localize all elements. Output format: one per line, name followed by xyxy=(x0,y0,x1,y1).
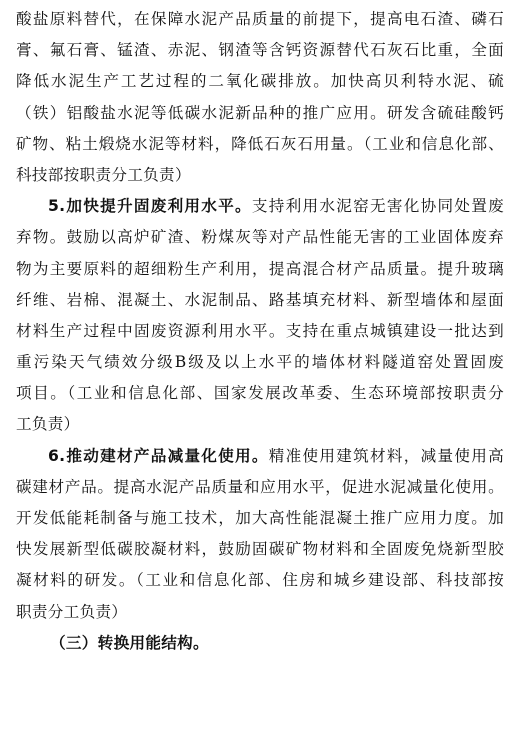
paragraph-cement-raw-materials xyxy=(16,4,504,191)
text-run: 精准使用建筑材料，减量使用高 xyxy=(268,446,504,465)
text-line: 膏、氟石膏、锰渣、赤泥、钢渣等含钙资源替代石灰石比重，全面 xyxy=(16,41,504,60)
item-heading: 6.推动建材产品减量化使用。 xyxy=(48,446,269,465)
paragraph-first-line xyxy=(16,191,504,222)
text-line: 材料生产过程中固废资源利用水平。支持在重点城镇建设一批达到 xyxy=(16,321,504,340)
text-line: 重污染天气绩效分级B级及以上水平的墙体材料隧道窑处置固废 xyxy=(16,353,504,372)
text-line: 碳建材产品。提高水泥产品质量和应用水平，促进水泥减量化使用。 xyxy=(16,477,504,496)
text-line: （铁）铝酸盐水泥等低碳水泥新品种的推广应用。研发含硫硅酸钙 xyxy=(16,103,504,122)
item-heading: 5.加快提升固废利用水平。 xyxy=(48,197,252,216)
paragraph-solid-waste-utilization xyxy=(16,191,504,441)
paragraph-material-reduction xyxy=(16,441,504,628)
text-line: 项目。（工业和信息化部、国家发展改革委、生态环境部按职责分 xyxy=(16,384,504,403)
text-run: 支持利用水泥窑无害化协同处置废 xyxy=(251,197,504,216)
text-line: 矿物、粘土煅烧水泥等材料，降低石灰石用量。（工业和信息化部、 xyxy=(16,134,504,153)
text-line: 纤维、岩棉、混凝土、水泥制品、路基填充材料、新型墙体和屋面 xyxy=(16,290,504,309)
text-line: 快发展新型低碳胶凝材料，鼓励固碳矿物材料和全固废免烧新型胶 xyxy=(16,540,504,559)
text-line: 开发低能耗制备与施工技术，加大高性能混凝土推广应用力度。加 xyxy=(16,509,504,527)
text-line: 职责分工负责） xyxy=(16,602,128,621)
section-heading: （三）转换用能结构。 xyxy=(50,633,209,652)
text-line: 降低水泥生产工艺过程的二氧化碳排放。加快高贝利特水泥、硫 xyxy=(16,72,504,91)
paragraph-first-line xyxy=(16,441,504,472)
text-line: 科技部按职责分工负责） xyxy=(16,165,191,184)
document-page xyxy=(16,4,504,659)
text-line: 凝材料的研发。（工业和信息化部、住房和城乡建设部、科技部按 xyxy=(16,571,504,590)
text-line: 弃物。鼓励以高炉矿渣、粉煤灰等对产品性能无害的工业固体废弃 xyxy=(16,228,504,247)
text-line: 工负责） xyxy=(16,415,80,434)
text-line: 酸盐原料替代，在保障水泥产品质量的前提下，提高电石渣、磷石 xyxy=(16,10,504,28)
text-line: 物为主要原料的超细粉生产利用，提高混合材产品质量。提升玻璃 xyxy=(16,259,504,278)
